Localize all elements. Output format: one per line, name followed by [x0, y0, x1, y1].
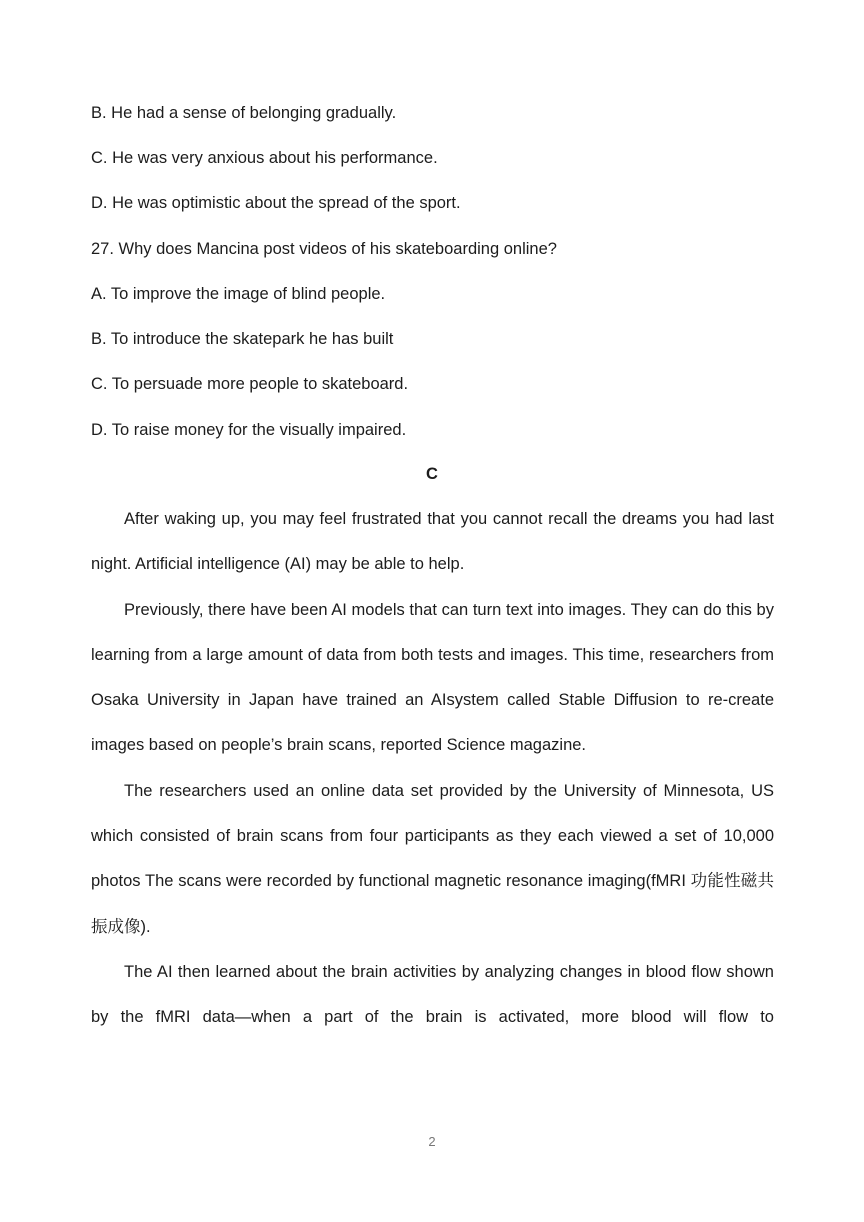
q27-option-d: D. To raise money for the visually impaired. — [91, 421, 407, 439]
passage-paragraph-1: After waking up, you may feel frustrated that you cannot recall the dreams you had last night. Artificial intelligence (AI) may be able to help. — [91, 510, 774, 574]
passage-paragraph-3: The researchers used an online data set provided by the University of Minnesota, US which consisted of brain scans from four participants as they each viewed a set of 10,000 photos The scans were recorded by functional magnetic resonance imaging(fMRI 功能性磁共振成像). — [91, 781, 774, 936]
passage-paragraph-2: Previously, there have been AI models that can turn text into images. They can do this by learning from a large amount of data from both tests and images. This time, researchers from Osaka University in Japan have trained an AIsystem called Stable Diffusion to re-create images based on people’s brain scans, reported Science magazine. — [91, 600, 774, 755]
q27-question: 27. Why does Mancina post videos of his skateboarding online? — [91, 240, 557, 258]
q26-option-d: D. He was optimistic about the spread of the sport. — [91, 194, 461, 212]
q26-option-c: C. He was very anxious about his performance. — [91, 149, 438, 167]
q27-option-a: A. To improve the image of blind people. — [91, 285, 386, 303]
page-number: 2 — [428, 1134, 436, 1149]
q27-option-c: C. To persuade more people to skateboard. — [91, 375, 409, 393]
passage-paragraph-4: The AI then learned about the brain activities by analyzing changes in blood flow shown by the fMRI data—when a part of the brain is activated, more blood will flow to — [91, 962, 774, 1027]
q26-option-b: B. He had a sense of belonging gradually. — [91, 104, 397, 122]
q27-option-b: B. To introduce the skatepark he has built — [91, 330, 394, 348]
section-title: C — [426, 465, 438, 483]
reading-passage — [91, 497, 774, 1041]
